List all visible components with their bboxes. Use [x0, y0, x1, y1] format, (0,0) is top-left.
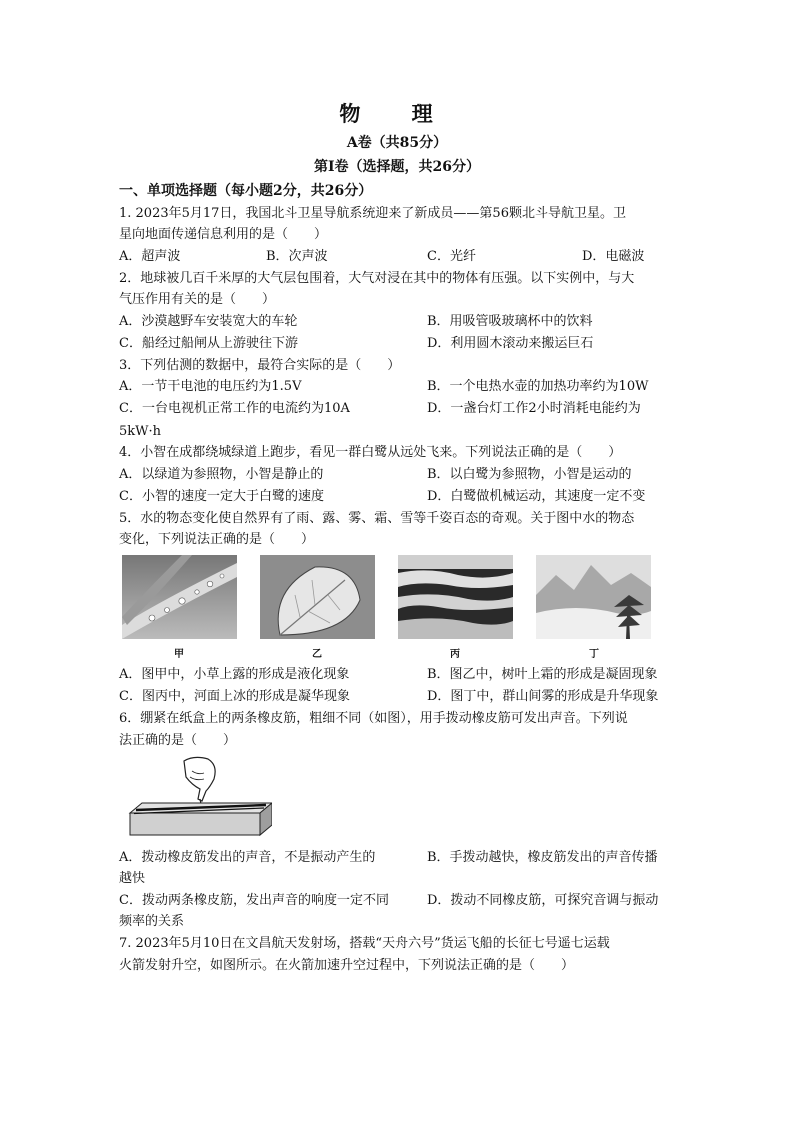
q2-option-c: C．船经过船闸从上游驶往下游: [119, 336, 298, 351]
q3-option-d: D．一盏台灯工作2小时消耗电能约为: [427, 401, 641, 416]
q6-stem-line2: 法正确的是（ ）: [119, 733, 237, 748]
q6-option-d: D．拨动不同橡皮筋，可探究音调与振动: [427, 893, 659, 908]
q4-option-c: C．小智的速度一定大于白鹭的速度: [119, 489, 324, 504]
q2-stem-line1: 2．地球被几百千米厚的大气层包围着，大气对浸在其中的物体有压强。以下实例中，与大: [119, 271, 635, 286]
caption-bing: 丙: [450, 649, 460, 660]
q2-stem-line2: 气压作用有关的是（ ）: [119, 292, 276, 307]
q6-option-b: B．手拨动越快，橡皮筋发出的声音传播: [427, 850, 658, 865]
q5-option-d: D．图丁中，群山间雾的形成是升华现象: [427, 689, 659, 704]
q3-stem: 3．下列估测的数据中，最符合实际的是（ ）: [119, 358, 401, 373]
q1-option-b: B．次声波: [266, 249, 328, 264]
rubber-band-box-figure: [122, 755, 272, 840]
mountain-fog-photo: [536, 555, 651, 639]
q5-stem-line1: 5．水的物态变化使自然界有了雨、露、雾、霜、雪等千姿百态的奇观。关于图中水的物态: [119, 511, 635, 526]
volume-title: A卷（共85分）: [346, 135, 448, 151]
q7-stem-line1: 7. 2023年5月10日在文昌航天发射场，搭载“天舟六号”货运飞船的长征七号遥七运载: [119, 936, 610, 951]
part-title: 第Ⅰ卷（选择题，共26分）: [313, 159, 481, 175]
q2-option-b: B．用吸管吸玻璃杯中的饮料: [427, 314, 593, 329]
q3-option-b: B．一个电热水壶的加热功率约为10W: [427, 379, 649, 394]
frost-on-leaf-photo: [260, 555, 375, 639]
caption-jia: 甲: [174, 649, 184, 660]
q6-option-d-cont: 频率的关系: [119, 914, 185, 929]
q5-option-b: B．图乙中，树叶上霜的形成是凝固现象: [427, 667, 658, 682]
q2-option-d: D．利用圆木滚动来搬运巨石: [427, 336, 594, 351]
q5-stem-line2: 变化，下列说法正确的是（ ）: [119, 532, 315, 547]
q2-option-a: A．沙漠越野车安装宽大的车轮: [119, 314, 298, 329]
q1-option-c: C．光纤: [427, 249, 476, 264]
q6-option-b-cont: 越快: [119, 871, 146, 886]
river-ice-photo: [398, 555, 513, 639]
q3-option-a: A．一节干电池的电压约为1.5V: [119, 379, 302, 394]
q1-stem-line1: 1. 2023年5月17日，我国北斗卫星导航系统迎来了新成员——第56颗北斗导航卫星。卫: [119, 206, 626, 221]
q3-option-d-cont: 5kW·h: [119, 424, 162, 439]
q5-option-c: C．图丙中，河面上冰的形成是凝华现象: [119, 689, 350, 704]
q5-option-a: A．图甲中，小草上露的形成是液化现象: [119, 667, 350, 682]
q6-stem-line1: 6．绷紧在纸盒上的两条橡皮筋，粗细不同（如图），用手拨动橡皮筋可发出声音。下列说: [119, 711, 628, 726]
q1-option-d: D．电磁波: [582, 249, 645, 264]
caption-yi: 乙: [312, 649, 322, 660]
dew-on-grass-photo: [122, 555, 237, 639]
q4-option-d: D．白鹭做机械运动，其速度一定不变: [427, 489, 646, 504]
subject-title: 物 理: [339, 102, 455, 126]
caption-ding: 丁: [589, 649, 599, 660]
q1-stem-line2: 星向地面传递信息利用的是（ ）: [119, 227, 328, 242]
q4-option-a: A．以绿道为参照物，小智是静止的: [119, 467, 324, 482]
q6-option-c: C．拨动两条橡皮筋，发出声音的响度一定不同: [119, 893, 389, 908]
q7-stem-line2: 火箭发射升空，如图所示。在火箭加速升空过程中，下列说法正确的是（ ）: [119, 958, 575, 973]
q1-option-a: A．超声波: [119, 249, 181, 264]
section-title: 一、单项选择题（每小题2分，共26分）: [119, 183, 373, 199]
q4-stem: 4．小智在成都绕城绿道上跑步，看见一群白鹭从远处飞来。下列说法正确的是（ ）: [119, 445, 622, 460]
q4-option-b: B．以白鹭为参照物，小智是运动的: [427, 467, 632, 482]
q6-option-a: A．拨动橡皮筋发出的声音，不是振动产生的: [119, 850, 376, 865]
q3-option-c: C．一台电视机正常工作的电流约为10A: [119, 401, 350, 416]
